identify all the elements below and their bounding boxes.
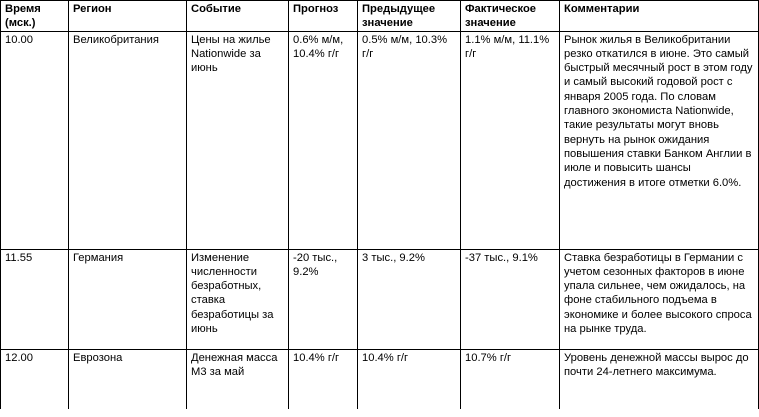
- cell-actual: -37 тыс., 9.1%: [461, 249, 560, 349]
- table-row: [1, 31, 759, 249]
- cell-region: Еврозона: [69, 349, 187, 409]
- cell-time: 11.55: [1, 249, 69, 349]
- table-row: [1, 349, 759, 409]
- cell-forecast: 0.6% м/м, 10.4% г/г: [289, 31, 358, 249]
- header-comments: Комментарии: [560, 1, 759, 32]
- header-time: Время (мск.): [1, 1, 69, 32]
- cell-time: 12.00: [1, 349, 69, 409]
- cell-previous: 0.5% м/м, 10.3% г/г: [358, 31, 461, 249]
- cell-actual: 1.1% м/м, 11.1% г/г: [461, 31, 560, 249]
- header-forecast: Прогноз: [289, 1, 358, 32]
- header-event: Событие: [187, 1, 289, 32]
- table-row: [1, 249, 759, 349]
- cell-comment: Рынок жилья в Великобритании резко откатился в июне. Это самый быстрый месячный рост в этом году и самый высокий годовой рост с января 2005 года. По словам главного экономиста Nationwide, такие результаты могут вновь вернуть на рынок ожидания повышения ставки Банком Англии в июле и повысить шансы достижения в итоге отметки 6.0%.: [560, 31, 759, 249]
- cell-forecast: -20 тыс., 9.2%: [289, 249, 358, 349]
- header-region: Регион: [69, 1, 187, 32]
- cell-comment: Уровень денежной массы вырос до почти 24-летнего максимума.: [560, 349, 759, 409]
- cell-region: Великобритания: [69, 31, 187, 249]
- cell-actual: 10.7% г/г: [461, 349, 560, 409]
- cell-region: Германия: [69, 249, 187, 349]
- cell-comment: Ставка безработицы в Германии с учетом сезонных факторов в июне упала сильнее, чем ожидалось, на фоне стабильного подъема в экономике и более высокого спроса на рынке труда.: [560, 249, 759, 349]
- cell-event: Денежная масса М3 за май: [187, 349, 289, 409]
- header-previous: Предыдущее значение: [358, 1, 461, 32]
- cell-previous: 10.4% г/г: [358, 349, 461, 409]
- cell-previous: 3 тыс., 9.2%: [358, 249, 461, 349]
- cell-time: 10.00: [1, 31, 69, 249]
- header-row: [1, 1, 759, 32]
- cell-event: Цены на жилье Nationwide за июнь: [187, 31, 289, 249]
- cell-event: Изменение численности безработных, ставка безработицы за июнь: [187, 249, 289, 349]
- header-actual: Фактическое значение: [461, 1, 560, 32]
- cell-forecast: 10.4% г/г: [289, 349, 358, 409]
